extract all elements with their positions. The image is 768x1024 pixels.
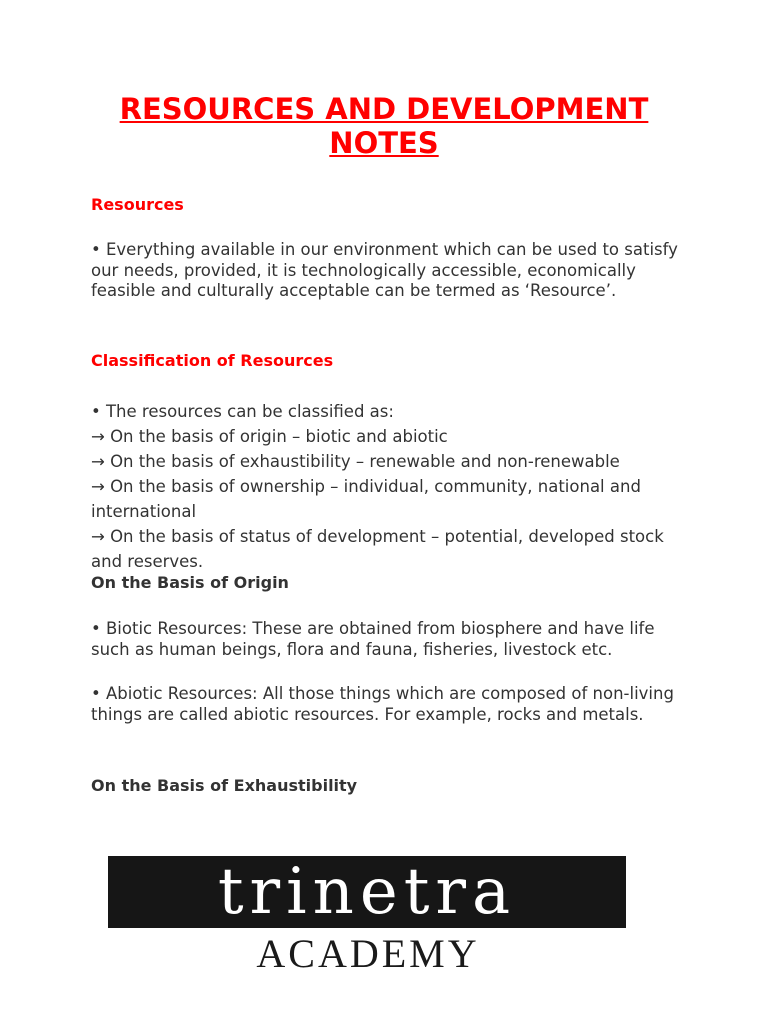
page-title xyxy=(60,92,708,160)
page-title-line-2: NOTES xyxy=(329,126,439,160)
list-item: → On the basis of exhaustibility – renewable and non-renewable xyxy=(91,452,620,471)
page-title-line-1: RESOURCES AND DEVELOPMENT xyxy=(119,92,649,126)
abiotic-paragraph: • Abiotic Resources: All those things which are composed of non-living things are called abiotic resources. For example, rocks and metals. xyxy=(91,684,674,724)
logo-wordmark: trinetra xyxy=(217,855,517,929)
list-item: → On the basis of status of development – potential, developed stock and reserves. xyxy=(91,527,664,571)
resources-heading: Resources xyxy=(91,195,184,214)
resources-definition: • Everything available in our environment which can be used to satisfy our needs, provided, it is technologically accessible, economically feasible and culturally acceptable can be termed as ‘Resource’. xyxy=(91,240,678,300)
list-item: → On the basis of origin – biotic and abiotic xyxy=(91,427,448,446)
classification-heading: Classification of Resources xyxy=(91,351,334,370)
list-item: • The resources can be classified as: xyxy=(91,402,394,421)
origin-heading: On the Basis of Origin xyxy=(91,573,289,592)
classification-list xyxy=(91,399,691,574)
logo-subtitle: ACADEMY xyxy=(256,931,480,976)
logo-banner xyxy=(108,856,626,928)
biotic-paragraph: • Biotic Resources: These are obtained from biosphere and have life such as human beings, flora and fauna, fisheries, livestock etc. xyxy=(91,619,655,659)
exhaustibility-heading: On the Basis of Exhaustibility xyxy=(91,776,358,795)
list-item: → On the basis of ownership – individual, community, national and international xyxy=(91,477,641,521)
trinetra-academy-logo xyxy=(88,848,648,976)
